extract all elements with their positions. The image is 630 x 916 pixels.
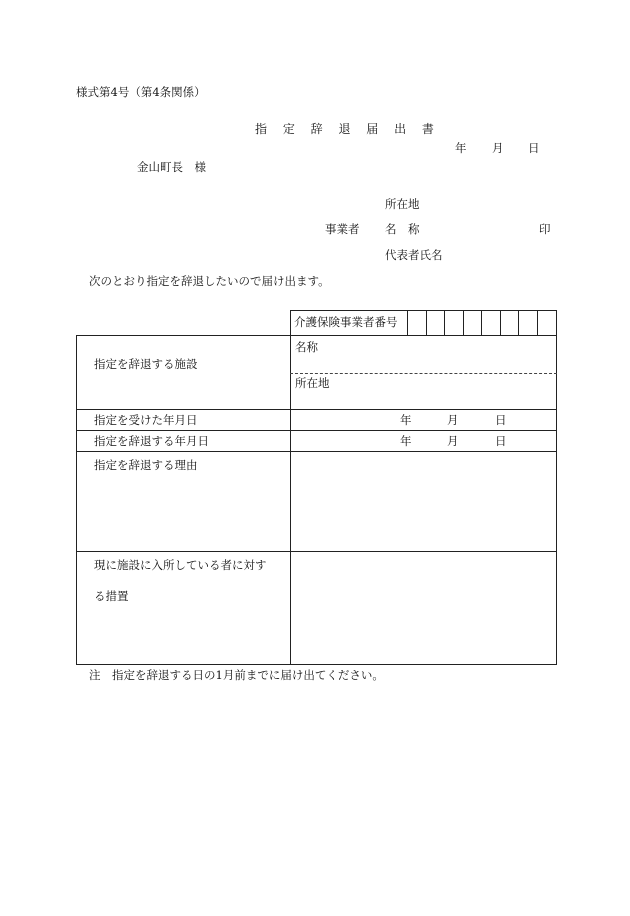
seal-mark: 印 bbox=[539, 222, 551, 236]
facility-name-label: 名称 bbox=[295, 340, 318, 354]
facility-address-field[interactable] bbox=[340, 375, 554, 407]
received-date-day: 日 bbox=[495, 413, 507, 427]
document-title: 指 定 辞 退 届 出 書 bbox=[255, 122, 440, 136]
measures-label-line2: る措置 bbox=[94, 589, 129, 603]
form-id: 様式第4号（第4条関係） bbox=[76, 85, 206, 99]
received-date-year: 年 bbox=[400, 413, 412, 427]
received-date-label: 指定を受けた年月日 bbox=[94, 413, 198, 427]
applicant-address-label: 所在地 bbox=[385, 197, 420, 211]
intro-text: 次のとおり指定を辞退したいので届け出ます。 bbox=[89, 274, 330, 288]
applicant-representative-label: 代表者氏名 bbox=[385, 248, 443, 262]
provider-number-label: 介護保険事業者番号 bbox=[294, 315, 398, 329]
applicant-label: 事業者 bbox=[325, 222, 360, 236]
addressee: 金山町長 様 bbox=[137, 160, 206, 174]
footnote: 注 指定を辞退する日の1月前までに届け出てください。 bbox=[89, 668, 384, 682]
withdraw-date-label: 指定を辞退する年月日 bbox=[94, 434, 209, 448]
facility-name-field[interactable] bbox=[330, 337, 554, 371]
applicant-name-label: 名 称 bbox=[385, 222, 420, 236]
date-month-label: 月 bbox=[492, 141, 504, 155]
facility-address-label: 所在地 bbox=[295, 376, 330, 390]
measures-field[interactable] bbox=[292, 553, 554, 662]
measures-label-line1: 現に施設に入所している者に対す bbox=[94, 558, 267, 572]
date-day-label: 日 bbox=[528, 141, 540, 155]
date-year-label: 年 bbox=[455, 141, 467, 155]
withdraw-date-day: 日 bbox=[495, 434, 507, 448]
reason-label: 指定を辞退する理由 bbox=[94, 458, 198, 472]
received-date-month: 月 bbox=[447, 413, 459, 427]
withdraw-date-month: 月 bbox=[447, 434, 459, 448]
reason-field[interactable] bbox=[292, 453, 554, 549]
withdraw-date-year: 年 bbox=[400, 434, 412, 448]
facility-row-label: 指定を辞退する施設 bbox=[94, 357, 198, 371]
